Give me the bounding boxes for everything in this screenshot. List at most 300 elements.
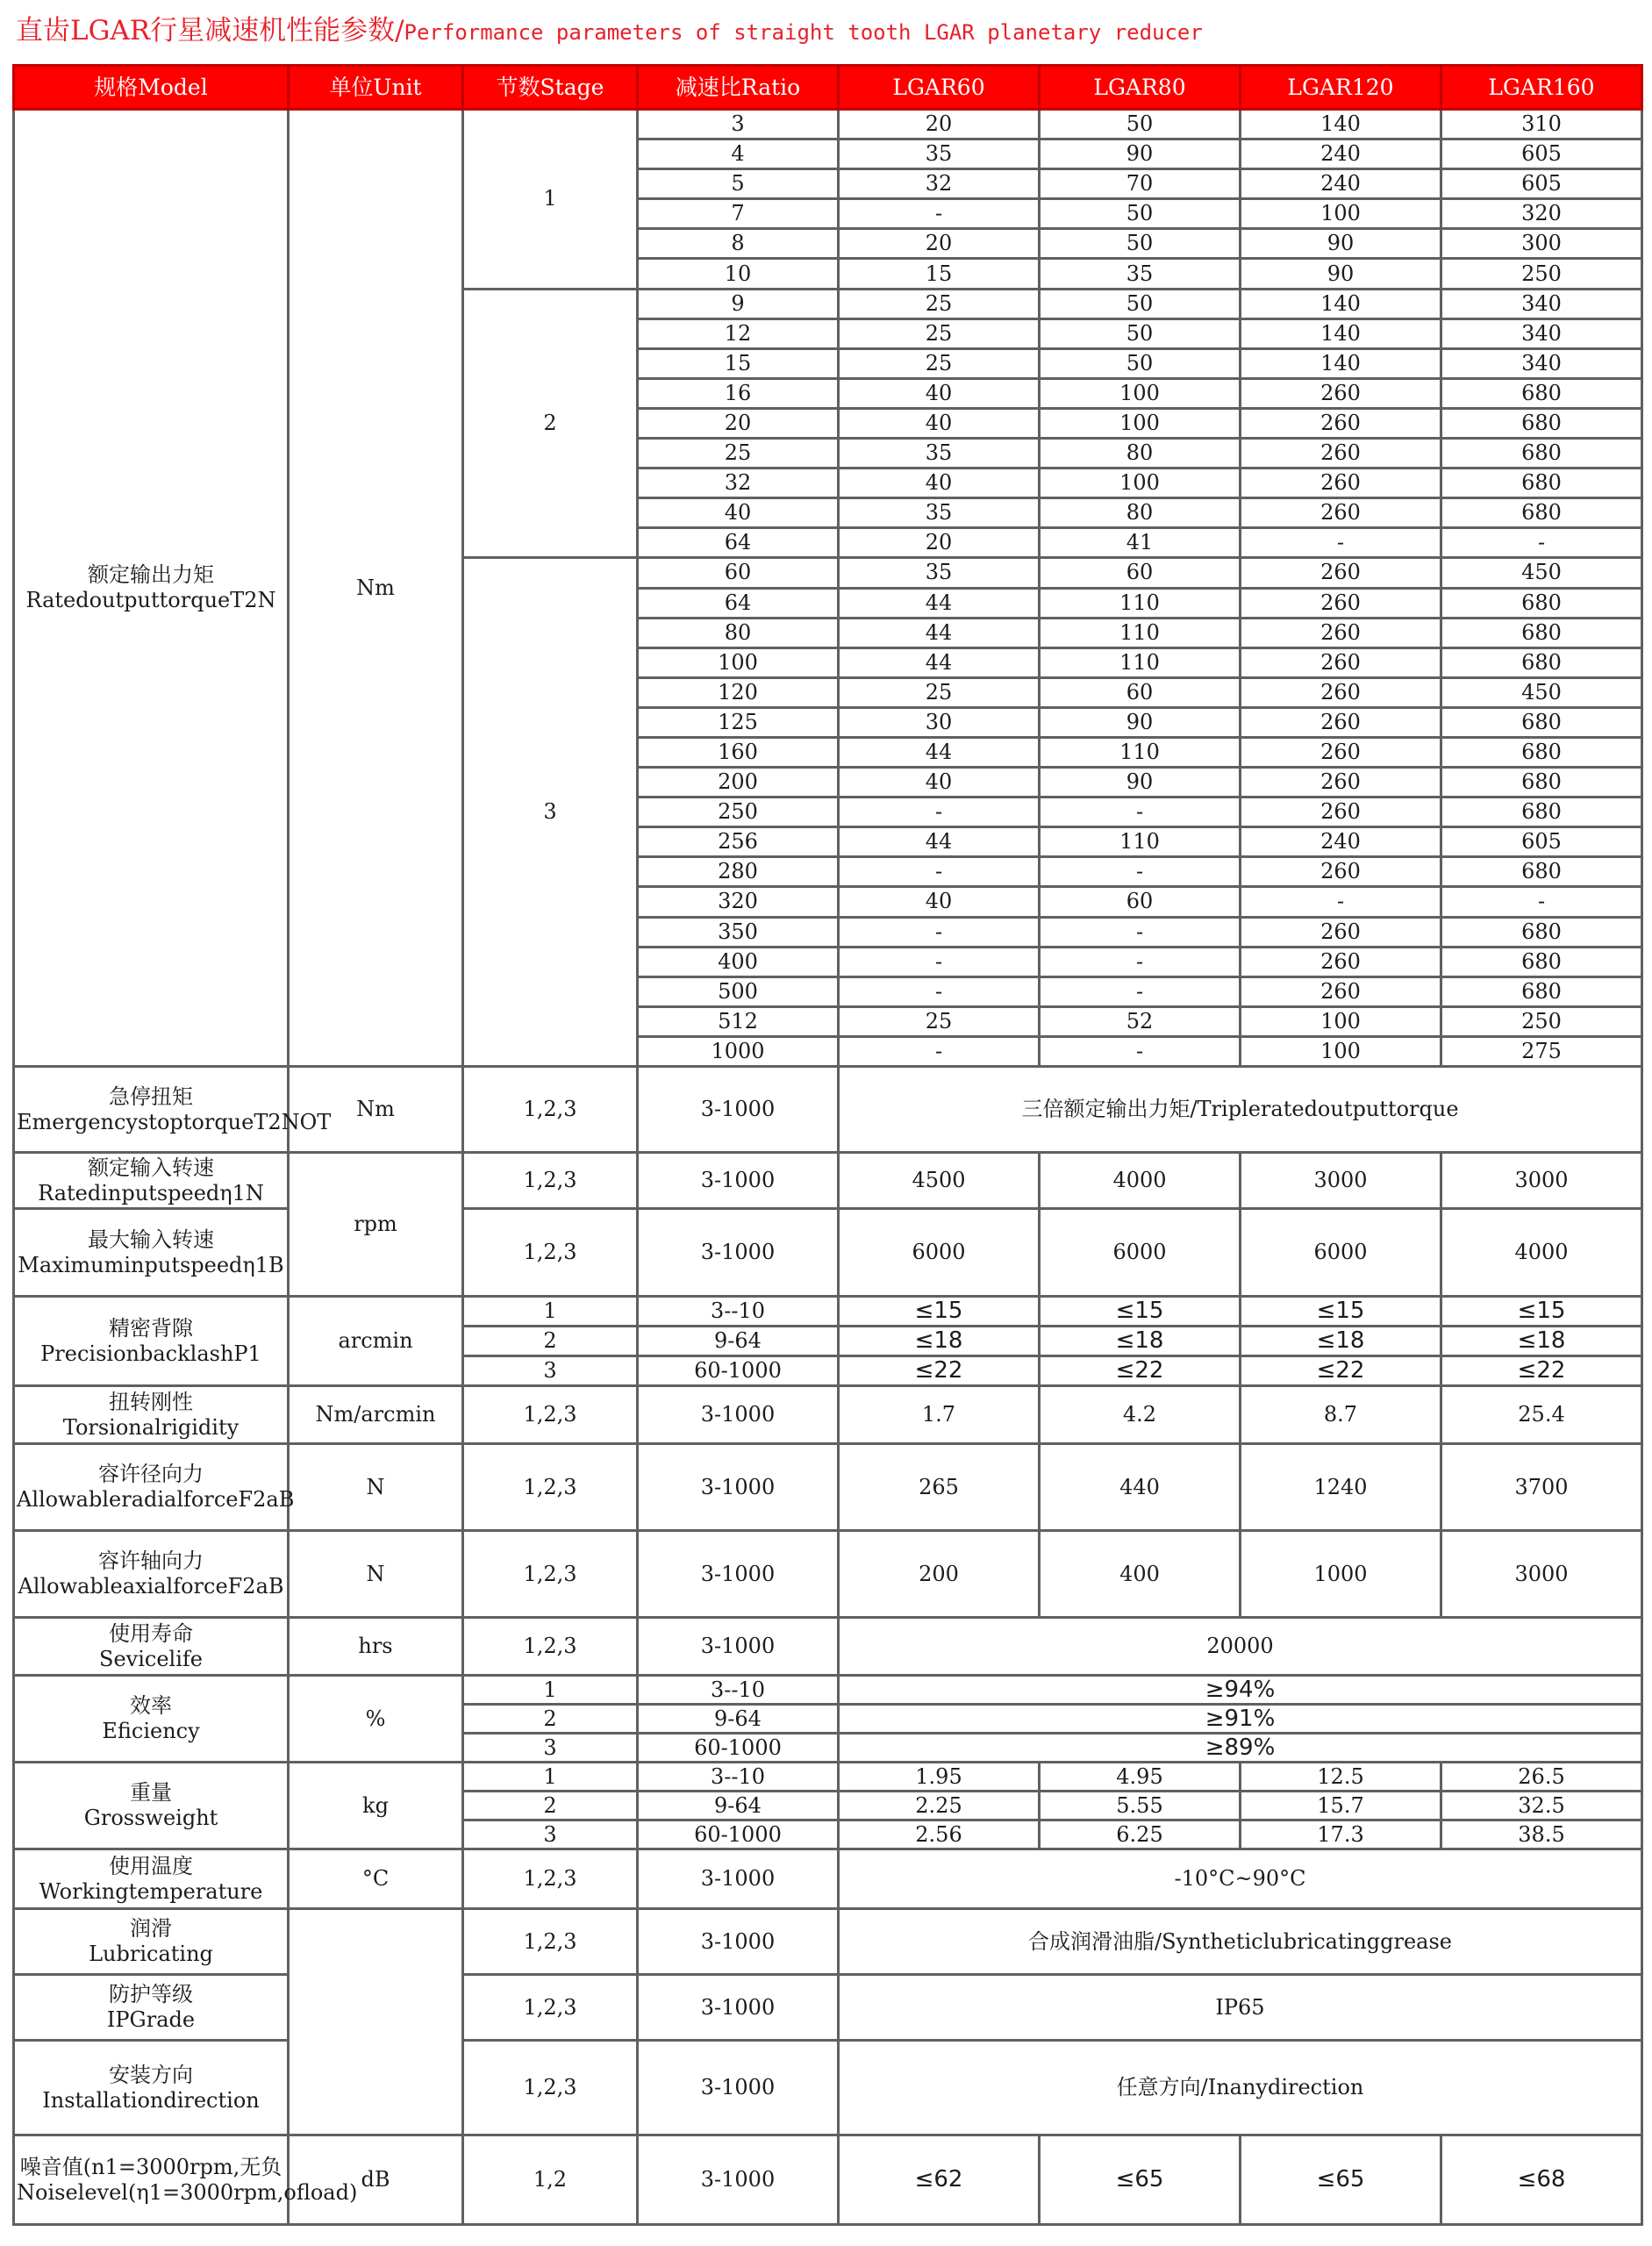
row-label-en: Grossweight bbox=[83, 1806, 218, 1830]
value-cell: 240 bbox=[1241, 139, 1441, 169]
value-cell: 50 bbox=[1040, 289, 1241, 318]
ratio-cell: 125 bbox=[638, 707, 839, 737]
ratio-cell: 5 bbox=[638, 169, 839, 199]
value-cell: ≤18 bbox=[1441, 1327, 1642, 1356]
stage-cell: 3 bbox=[463, 1820, 638, 1849]
value-cell: 260 bbox=[1241, 558, 1441, 588]
row-label-en: IPGrade bbox=[106, 2007, 196, 2032]
value-cell: 260 bbox=[1241, 618, 1441, 647]
ratio-cell: 160 bbox=[638, 737, 839, 767]
row-label-cn: 额定输入转速 bbox=[88, 1155, 214, 1180]
ratio-cell: 250 bbox=[638, 798, 839, 827]
value-cell: 90 bbox=[1040, 707, 1241, 737]
value-cell: 50 bbox=[1040, 110, 1241, 139]
ratio-cell: 7 bbox=[638, 199, 839, 229]
value-cell: 4500 bbox=[839, 1153, 1040, 1209]
value-cell: 110 bbox=[1040, 737, 1241, 767]
axial-row bbox=[14, 1531, 1642, 1618]
stage-cell: 2 bbox=[463, 1327, 638, 1356]
row-label-en: Torsionalrigidity bbox=[62, 1414, 240, 1440]
row-label bbox=[14, 110, 289, 1067]
value-cell: 240 bbox=[1241, 169, 1441, 199]
value-cell: 110 bbox=[1040, 647, 1241, 677]
value-cell: 1.7 bbox=[839, 1386, 1040, 1444]
value-cell: 40 bbox=[839, 887, 1040, 917]
value-cell: 20 bbox=[839, 110, 1040, 139]
value-cell: -10°C~90°C bbox=[839, 1849, 1642, 1909]
value-cell: 35 bbox=[839, 139, 1040, 169]
value-cell: 40 bbox=[839, 408, 1040, 438]
value-cell: 680 bbox=[1441, 408, 1642, 438]
header-lgar160: LGAR160 bbox=[1441, 66, 1642, 110]
backlash-row bbox=[14, 1297, 1642, 1327]
value-cell: 275 bbox=[1441, 1036, 1642, 1066]
value-cell: 40 bbox=[839, 768, 1040, 798]
value-cell: 25 bbox=[839, 289, 1040, 318]
row-label-cn: 噪音值(n1=3000rpm,无负 bbox=[19, 2154, 282, 2179]
value-cell: 25 bbox=[839, 318, 1040, 348]
table-body bbox=[14, 110, 1642, 2225]
ratio-cell: 60-1000 bbox=[638, 1356, 839, 1386]
unit-cell: °C bbox=[289, 1849, 463, 1909]
value-cell: 260 bbox=[1241, 439, 1441, 469]
stage-cell: 3 bbox=[463, 1734, 638, 1763]
row-label bbox=[14, 1153, 289, 1209]
value-cell: ≤22 bbox=[1040, 1356, 1241, 1386]
value-cell: 3000 bbox=[1441, 1531, 1642, 1618]
ratio-cell: 3-1000 bbox=[638, 1386, 839, 1444]
unit-cell: arcmin bbox=[289, 1297, 463, 1386]
ratio-cell: 3-1000 bbox=[638, 2135, 839, 2225]
row-label bbox=[14, 1975, 289, 2041]
value-cell: 90 bbox=[1241, 229, 1441, 259]
value-cell: 310 bbox=[1441, 110, 1642, 139]
value-cell: 450 bbox=[1441, 677, 1642, 707]
value-cell: ≤22 bbox=[1441, 1356, 1642, 1386]
ratio-cell: 100 bbox=[638, 647, 839, 677]
value-cell: ≤62 bbox=[839, 2135, 1040, 2225]
value-cell: - bbox=[1040, 1036, 1241, 1066]
value-cell: 41 bbox=[1040, 528, 1241, 558]
value-cell: - bbox=[839, 798, 1040, 827]
row-label-en: RatedoutputtorqueT2N bbox=[25, 588, 276, 612]
value-cell: 3000 bbox=[1241, 1153, 1441, 1209]
ratio-cell: 3-1000 bbox=[638, 1849, 839, 1909]
value-cell: 300 bbox=[1441, 229, 1642, 259]
ratio-cell: 3-1000 bbox=[638, 1153, 839, 1209]
stage-cell: 1,2,3 bbox=[463, 1067, 638, 1153]
value-cell: - bbox=[1040, 857, 1241, 887]
stage-cell: 1,2,3 bbox=[463, 2041, 638, 2135]
value-cell: 1.95 bbox=[839, 1763, 1040, 1792]
ratio-cell: 3--10 bbox=[638, 1763, 839, 1792]
installation-row bbox=[14, 2041, 1642, 2135]
value-cell: ≤18 bbox=[1040, 1327, 1241, 1356]
weight-row bbox=[14, 1763, 1642, 1792]
value-cell: 15 bbox=[839, 259, 1040, 289]
row-label bbox=[14, 1297, 289, 1386]
value-cell: - bbox=[839, 199, 1040, 229]
value-cell: 44 bbox=[839, 827, 1040, 857]
stage-cell: 1,2,3 bbox=[463, 1209, 638, 1297]
ratio-cell: 15 bbox=[638, 348, 839, 378]
value-cell: 260 bbox=[1241, 798, 1441, 827]
title-english: Performance parameters of straight tooth LGAR planetary reducer bbox=[404, 20, 1203, 45]
header-row bbox=[14, 66, 1642, 110]
value-cell: 6000 bbox=[839, 1209, 1040, 1297]
value-cell: 6.25 bbox=[1040, 1820, 1241, 1849]
value-cell: - bbox=[1441, 528, 1642, 558]
value-cell: 260 bbox=[1241, 588, 1441, 618]
ratio-cell: 320 bbox=[638, 887, 839, 917]
value-cell: 100 bbox=[1040, 469, 1241, 498]
ratio-cell: 10 bbox=[638, 259, 839, 289]
value-cell: 25 bbox=[839, 1006, 1040, 1036]
value-cell: - bbox=[839, 857, 1040, 887]
value-cell: - bbox=[839, 947, 1040, 976]
row-label-en: AllowableaxialforceF2aB bbox=[18, 1574, 284, 1599]
ratio-cell: 512 bbox=[638, 1006, 839, 1036]
row-label-cn: 润滑 bbox=[130, 1916, 172, 1941]
value-cell: 260 bbox=[1241, 408, 1441, 438]
value-cell: 260 bbox=[1241, 707, 1441, 737]
ratio-cell: 9-64 bbox=[638, 1705, 839, 1734]
value-cell: 35 bbox=[1040, 259, 1241, 289]
row-label-cn: 急停扭矩 bbox=[109, 1084, 193, 1109]
header-lgar120: LGAR120 bbox=[1241, 66, 1441, 110]
header-lgar80: LGAR80 bbox=[1040, 66, 1241, 110]
value-cell: 110 bbox=[1040, 618, 1241, 647]
value-cell: 260 bbox=[1241, 768, 1441, 798]
value-cell: 680 bbox=[1441, 378, 1642, 408]
value-cell: 90 bbox=[1040, 768, 1241, 798]
value-cell: 50 bbox=[1040, 348, 1241, 378]
torque-row bbox=[14, 110, 1642, 139]
value-cell: 2.25 bbox=[839, 1792, 1040, 1820]
value-cell: 260 bbox=[1241, 737, 1441, 767]
header-unit: 单位Unit bbox=[289, 66, 463, 110]
ratio-cell: 4 bbox=[638, 139, 839, 169]
value-cell: ≤68 bbox=[1441, 2135, 1642, 2225]
row-label-en: Eficiency bbox=[102, 1719, 200, 1743]
value-cell: 680 bbox=[1441, 857, 1642, 887]
ratio-cell: 40 bbox=[638, 498, 839, 528]
value-cell: 140 bbox=[1241, 348, 1441, 378]
value-cell: 80 bbox=[1040, 498, 1241, 528]
value-cell: 340 bbox=[1441, 318, 1642, 348]
value-cell: 50 bbox=[1040, 199, 1241, 229]
stage-cell: 2 bbox=[463, 1792, 638, 1820]
ratio-cell: 120 bbox=[638, 677, 839, 707]
page-title bbox=[16, 9, 1203, 53]
row-label-cn: 防护等级 bbox=[109, 1982, 193, 2006]
value-cell: 260 bbox=[1241, 677, 1441, 707]
header-ratio: 减速比Ratio bbox=[638, 66, 839, 110]
value-cell: 4000 bbox=[1441, 1209, 1642, 1297]
value-cell: 3000 bbox=[1441, 1153, 1642, 1209]
row-label-en: PrecisionbacklashP1 bbox=[40, 1341, 261, 1366]
value-cell: - bbox=[839, 976, 1040, 1006]
row-label-cn: 使用寿命 bbox=[109, 1620, 193, 1646]
value-cell: 680 bbox=[1441, 647, 1642, 677]
ratio-cell: 25 bbox=[638, 439, 839, 469]
value-cell: 340 bbox=[1441, 348, 1642, 378]
ratio-cell: 280 bbox=[638, 857, 839, 887]
value-cell: 110 bbox=[1040, 827, 1241, 857]
ratio-cell: 350 bbox=[638, 917, 839, 947]
value-cell: 680 bbox=[1441, 707, 1642, 737]
ratio-cell: 3-1000 bbox=[638, 1975, 839, 2041]
value-cell: 260 bbox=[1241, 947, 1441, 976]
life-row bbox=[14, 1618, 1642, 1676]
row-label-en: Installationdirection bbox=[42, 2087, 260, 2113]
value-cell: 260 bbox=[1241, 498, 1441, 528]
row-label-en: Noiselevel(η1=3000rpm,ofload) bbox=[17, 2179, 358, 2205]
value-cell: 30 bbox=[839, 707, 1040, 737]
value-cell: 340 bbox=[1441, 289, 1642, 318]
value-cell: 140 bbox=[1241, 289, 1441, 318]
value-cell: 5.55 bbox=[1040, 1792, 1241, 1820]
value-cell: 2.56 bbox=[839, 1820, 1040, 1849]
value-cell: - bbox=[839, 917, 1040, 947]
value-cell: 680 bbox=[1441, 947, 1642, 976]
value-cell: 400 bbox=[1040, 1531, 1241, 1618]
stage-cell: 1,2,3 bbox=[463, 1531, 638, 1618]
row-label-en: Ratedinputspeedη1N bbox=[38, 1180, 264, 1205]
value-cell: - bbox=[1441, 887, 1642, 917]
value-cell: 25 bbox=[839, 348, 1040, 378]
row-label-cn: 扭转刚性 bbox=[109, 1389, 193, 1414]
value-cell: - bbox=[1040, 947, 1241, 976]
stage-cell: 1,2,3 bbox=[463, 1909, 638, 1975]
ratio-cell: 8 bbox=[638, 229, 839, 259]
value-cell: 12.5 bbox=[1241, 1763, 1441, 1792]
unit-cell: Nm/arcmin bbox=[289, 1386, 463, 1444]
value-cell: 260 bbox=[1241, 378, 1441, 408]
value-cell: ≥89% bbox=[839, 1734, 1642, 1763]
value-cell: 25 bbox=[839, 677, 1040, 707]
row-label bbox=[14, 1444, 295, 1531]
value-cell: 20 bbox=[839, 528, 1040, 558]
value-cell: 三倍额定输出力矩/Tripleratedoutputtorque bbox=[839, 1067, 1642, 1153]
value-cell: 50 bbox=[1040, 229, 1241, 259]
value-cell: 50 bbox=[1040, 318, 1241, 348]
row-label-cn: 最大输入转速 bbox=[88, 1227, 214, 1252]
ratio-cell: 3-1000 bbox=[638, 1618, 839, 1676]
value-cell: 100 bbox=[1241, 199, 1441, 229]
value-cell: ≤15 bbox=[1241, 1297, 1441, 1327]
stage-cell: 1 bbox=[463, 1676, 638, 1705]
value-cell: 35 bbox=[839, 498, 1040, 528]
value-cell: 200 bbox=[839, 1531, 1040, 1618]
ratio-cell: 12 bbox=[638, 318, 839, 348]
value-cell: ≤22 bbox=[1241, 1356, 1441, 1386]
unit-cell: hrs bbox=[289, 1618, 463, 1676]
value-cell: 38.5 bbox=[1441, 1820, 1642, 1849]
header-model: 规格Model bbox=[14, 66, 289, 110]
value-cell: 60 bbox=[1040, 558, 1241, 588]
ratio-cell: 3-1000 bbox=[638, 1209, 839, 1297]
value-cell: 52 bbox=[1040, 1006, 1241, 1036]
value-cell: ≥91% bbox=[839, 1705, 1642, 1734]
ratio-cell: 3-1000 bbox=[638, 1444, 839, 1531]
row-label-en: Sevicelife bbox=[99, 1646, 203, 1671]
rigidity-row bbox=[14, 1386, 1642, 1444]
row-label-cn: 精密背隙 bbox=[109, 1315, 193, 1341]
stage-cell: 1,2,3 bbox=[463, 1618, 638, 1676]
ratio-cell: 256 bbox=[638, 827, 839, 857]
stage-cell: 1,2,3 bbox=[463, 1849, 638, 1909]
ratio-cell: 400 bbox=[638, 947, 839, 976]
temperature-row bbox=[14, 1849, 1642, 1909]
value-cell: 90 bbox=[1040, 139, 1241, 169]
value-cell: 90 bbox=[1241, 259, 1441, 289]
ratio-cell: 9 bbox=[638, 289, 839, 318]
value-cell: 110 bbox=[1040, 588, 1241, 618]
value-cell: 605 bbox=[1441, 827, 1642, 857]
title-chinese: 直齿LGAR行星减速机性能参数/ bbox=[16, 15, 404, 46]
rated-speed-row bbox=[14, 1153, 1642, 1209]
unit-cell: % bbox=[289, 1676, 463, 1763]
value-cell: ≤15 bbox=[1441, 1297, 1642, 1327]
value-cell: 440 bbox=[1040, 1444, 1241, 1531]
value-cell: - bbox=[1040, 917, 1241, 947]
stage-cell: 1,2 bbox=[463, 2135, 638, 2225]
value-cell: IP65 bbox=[839, 1975, 1642, 2041]
value-cell: 100 bbox=[1241, 1006, 1441, 1036]
value-cell: ≤65 bbox=[1241, 2135, 1441, 2225]
value-cell: 4.95 bbox=[1040, 1763, 1241, 1792]
ratio-cell: 60 bbox=[638, 558, 839, 588]
value-cell: 250 bbox=[1441, 1006, 1642, 1036]
value-cell: 680 bbox=[1441, 798, 1642, 827]
lubrication-row bbox=[14, 1909, 1642, 1975]
stage-cell: 2 bbox=[463, 1705, 638, 1734]
header-lgar60: LGAR60 bbox=[839, 66, 1040, 110]
max-speed-row bbox=[14, 1209, 1642, 1297]
value-cell: 680 bbox=[1441, 976, 1642, 1006]
value-cell: 35 bbox=[839, 558, 1040, 588]
row-label bbox=[14, 2135, 358, 2225]
unit-cell bbox=[289, 1909, 463, 2135]
ratio-cell: 9-64 bbox=[638, 1792, 839, 1820]
value-cell: 450 bbox=[1441, 558, 1642, 588]
value-cell: - bbox=[1241, 528, 1441, 558]
value-cell: - bbox=[1241, 887, 1441, 917]
row-label-en: Lubricating bbox=[89, 1942, 213, 1966]
ratio-cell: 60-1000 bbox=[638, 1820, 839, 1849]
value-cell: 44 bbox=[839, 647, 1040, 677]
value-cell: 44 bbox=[839, 618, 1040, 647]
row-label-cn: 安装方向 bbox=[109, 2062, 193, 2087]
ratio-cell: 3--10 bbox=[638, 1297, 839, 1327]
ratio-cell: 3-1000 bbox=[638, 1531, 839, 1618]
ratio-cell: 3 bbox=[638, 110, 839, 139]
unit-cell: N bbox=[289, 1531, 463, 1618]
value-cell: 320 bbox=[1441, 199, 1642, 229]
value-cell: ≤18 bbox=[1241, 1327, 1441, 1356]
unit-cell: rpm bbox=[289, 1153, 463, 1297]
row-label bbox=[14, 1763, 289, 1849]
row-label bbox=[14, 1849, 289, 1909]
row-label-cn: 重量 bbox=[130, 1780, 172, 1805]
header-stage: 节数Stage bbox=[463, 66, 638, 110]
value-cell: 140 bbox=[1241, 110, 1441, 139]
value-cell: 605 bbox=[1441, 169, 1642, 199]
row-label bbox=[14, 1067, 332, 1153]
value-cell: 100 bbox=[1241, 1036, 1441, 1066]
unit-cell: Nm bbox=[289, 110, 463, 1067]
value-cell: 60 bbox=[1040, 677, 1241, 707]
ratio-cell: 1000 bbox=[638, 1036, 839, 1066]
value-cell: 26.5 bbox=[1441, 1763, 1642, 1792]
emergency-row bbox=[14, 1067, 1642, 1153]
value-cell: 20 bbox=[839, 229, 1040, 259]
value-cell: 680 bbox=[1441, 737, 1642, 767]
row-label bbox=[14, 1209, 289, 1297]
value-cell: 680 bbox=[1441, 439, 1642, 469]
value-cell: 260 bbox=[1241, 976, 1441, 1006]
value-cell: 260 bbox=[1241, 917, 1441, 947]
value-cell: 6000 bbox=[1241, 1209, 1441, 1297]
stage-cell: 1,2,3 bbox=[463, 1975, 638, 2041]
row-label bbox=[14, 2041, 289, 2135]
value-cell: 40 bbox=[839, 378, 1040, 408]
value-cell: ≤18 bbox=[839, 1327, 1040, 1356]
value-cell: 44 bbox=[839, 737, 1040, 767]
ratio-cell: 3-1000 bbox=[638, 1067, 839, 1153]
ratio-cell: 3-1000 bbox=[638, 2041, 839, 2135]
row-label-cn: 额定输出力矩 bbox=[88, 562, 214, 587]
value-cell: 6000 bbox=[1040, 1209, 1241, 1297]
value-cell: 4.2 bbox=[1040, 1386, 1241, 1444]
unit-cell: Nm bbox=[289, 1067, 463, 1153]
value-cell: 260 bbox=[1241, 647, 1441, 677]
value-cell: 250 bbox=[1441, 259, 1642, 289]
row-label bbox=[14, 1531, 289, 1618]
value-cell: 32 bbox=[839, 169, 1040, 199]
value-cell: 32.5 bbox=[1441, 1792, 1642, 1820]
value-cell: 260 bbox=[1241, 469, 1441, 498]
ratio-cell: 80 bbox=[638, 618, 839, 647]
ratio-cell: 9-64 bbox=[638, 1327, 839, 1356]
value-cell: 240 bbox=[1241, 827, 1441, 857]
value-cell: 3700 bbox=[1441, 1444, 1642, 1531]
value-cell: 8.7 bbox=[1241, 1386, 1441, 1444]
ratio-cell: 60-1000 bbox=[638, 1734, 839, 1763]
ratio-cell: 3-1000 bbox=[638, 1909, 839, 1975]
radial-row bbox=[14, 1444, 1642, 1531]
value-cell: 35 bbox=[839, 439, 1040, 469]
row-label-en: Workingtemperature bbox=[39, 1878, 263, 1904]
stage-cell: 1 bbox=[463, 110, 638, 290]
value-cell: - bbox=[1040, 798, 1241, 827]
value-cell: 100 bbox=[1040, 408, 1241, 438]
row-label bbox=[14, 1618, 289, 1676]
row-label bbox=[14, 1676, 289, 1763]
row-label-cn: 使用温度 bbox=[109, 1853, 193, 1878]
stage-cell: 1,2,3 bbox=[463, 1153, 638, 1209]
value-cell: ≤22 bbox=[839, 1356, 1040, 1386]
row-label-cn: 容许轴向力 bbox=[98, 1549, 204, 1573]
value-cell: 680 bbox=[1441, 469, 1642, 498]
value-cell: 60 bbox=[1040, 887, 1241, 917]
unit-cell: N bbox=[289, 1444, 463, 1531]
value-cell: 80 bbox=[1040, 439, 1241, 469]
stage-cell: 2 bbox=[463, 289, 638, 558]
ratio-cell: 3--10 bbox=[638, 1676, 839, 1705]
value-cell: ≥94% bbox=[839, 1676, 1642, 1705]
